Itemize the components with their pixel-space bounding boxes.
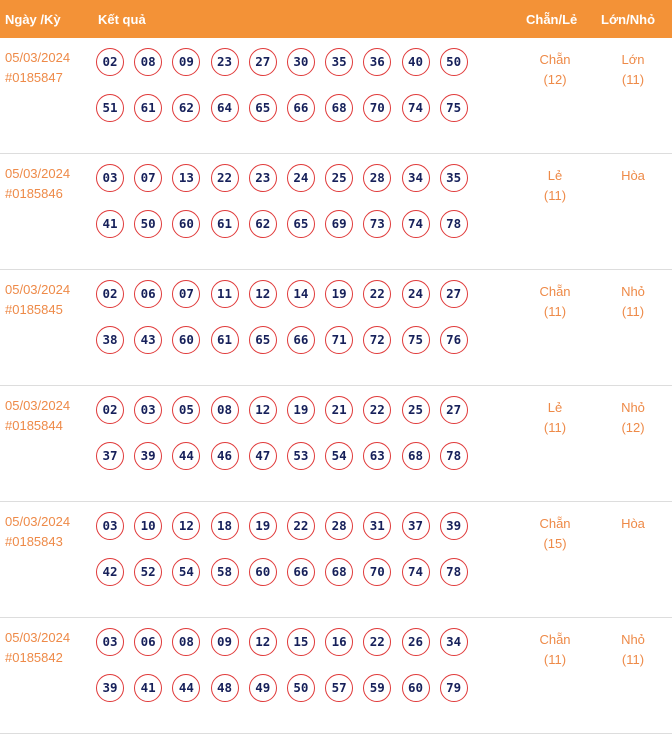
number-ball: 68 [402, 442, 430, 470]
even-odd-count: (11) [543, 188, 567, 203]
number-ball: 31 [363, 512, 391, 540]
draw-row [0, 386, 672, 502]
date-column-header: Ngày /Kỳ [5, 12, 61, 27]
number-ball: 37 [96, 442, 124, 470]
results-table-header [0, 0, 672, 38]
number-ball: 71 [325, 326, 353, 354]
even-odd-count: (11) [543, 420, 567, 435]
number-ball: 35 [440, 164, 468, 192]
number-ball: 39 [96, 674, 124, 702]
number-ball: 70 [363, 558, 391, 586]
number-ball: 75 [440, 94, 468, 122]
number-ball: 02 [96, 396, 124, 424]
number-ball: 28 [363, 164, 391, 192]
draw-row [0, 618, 672, 734]
number-ball: 37 [402, 512, 430, 540]
number-ball: 74 [402, 558, 430, 586]
number-ball: 03 [134, 396, 162, 424]
number-ball: 09 [211, 628, 239, 656]
number-ball: 75 [402, 326, 430, 354]
number-ball: 48 [211, 674, 239, 702]
big-small-result [603, 514, 663, 534]
big-small-column-header: Lớn/Nhỏ [601, 12, 656, 27]
number-ball: 60 [172, 326, 200, 354]
even-odd-label: Chẵn [539, 632, 571, 647]
number-ball: 57 [325, 674, 353, 702]
number-ball: 26 [402, 628, 430, 656]
number-ball: 34 [440, 628, 468, 656]
big-small-label: Hòa [621, 168, 645, 183]
even-odd-count: (11) [543, 304, 567, 319]
big-small-count: (11) [621, 652, 645, 667]
number-ball: 08 [211, 396, 239, 424]
number-ball: 74 [402, 94, 430, 122]
number-ball: 27 [440, 396, 468, 424]
number-ball: 14 [287, 280, 315, 308]
big-small-label: Nhỏ [621, 632, 645, 647]
even-odd-count: (15) [543, 536, 567, 551]
draw-row [0, 270, 672, 386]
number-balls [96, 280, 476, 372]
number-ball: 46 [211, 442, 239, 470]
number-ball: 06 [134, 628, 162, 656]
number-ball: 23 [211, 48, 239, 76]
number-ball: 07 [134, 164, 162, 192]
draw-period: #0185844 [5, 418, 63, 433]
number-ball: 16 [325, 628, 353, 656]
even-odd-result [525, 166, 585, 206]
number-ball: 60 [249, 558, 277, 586]
number-ball: 61 [134, 94, 162, 122]
number-ball: 61 [211, 326, 239, 354]
big-small-result [603, 282, 663, 322]
draw-date: 05/03/2024 [5, 630, 71, 645]
number-ball: 60 [172, 210, 200, 238]
number-ball: 64 [211, 94, 239, 122]
number-ball: 40 [402, 48, 430, 76]
draw-row [0, 502, 672, 618]
results-list [0, 38, 672, 734]
number-ball: 76 [440, 326, 468, 354]
number-ball: 24 [287, 164, 315, 192]
number-ball: 61 [211, 210, 239, 238]
even-odd-result [525, 630, 585, 670]
number-ball: 70 [363, 94, 391, 122]
number-ball: 66 [287, 94, 315, 122]
even-odd-label: Chẵn [539, 284, 571, 299]
number-ball: 44 [172, 442, 200, 470]
number-ball: 65 [249, 94, 277, 122]
number-ball: 03 [96, 628, 124, 656]
number-ball: 02 [96, 48, 124, 76]
number-ball: 39 [134, 442, 162, 470]
number-ball: 68 [325, 558, 353, 586]
even-odd-column-header: Chẵn/Lẻ [526, 12, 578, 27]
even-odd-label: Chẵn [539, 516, 571, 531]
number-ball: 30 [287, 48, 315, 76]
number-ball: 50 [287, 674, 315, 702]
number-ball: 05 [172, 396, 200, 424]
number-ball: 12 [172, 512, 200, 540]
even-odd-count: (12) [543, 72, 567, 87]
draw-date: 05/03/2024 [5, 514, 71, 529]
number-ball: 50 [134, 210, 162, 238]
number-ball: 27 [249, 48, 277, 76]
number-ball: 54 [172, 558, 200, 586]
number-ball: 12 [249, 628, 277, 656]
number-ball: 38 [96, 326, 124, 354]
number-ball: 54 [325, 442, 353, 470]
number-ball: 66 [287, 558, 315, 586]
even-odd-result [525, 514, 585, 554]
number-ball: 66 [287, 326, 315, 354]
number-ball: 63 [363, 442, 391, 470]
number-ball: 72 [363, 326, 391, 354]
number-ball: 78 [440, 210, 468, 238]
number-balls [96, 164, 476, 256]
number-ball: 12 [249, 396, 277, 424]
draw-row [0, 154, 672, 270]
draw-period: #0185846 [5, 186, 63, 201]
number-ball: 58 [211, 558, 239, 586]
draw-period: #0185842 [5, 650, 63, 665]
number-ball: 62 [172, 94, 200, 122]
big-small-label: Nhỏ [621, 400, 645, 415]
number-balls [96, 512, 476, 604]
number-ball: 02 [96, 280, 124, 308]
number-balls [96, 48, 476, 140]
big-small-label: Hòa [621, 516, 645, 531]
number-ball: 03 [96, 512, 124, 540]
number-ball: 59 [363, 674, 391, 702]
number-ball: 22 [287, 512, 315, 540]
even-odd-result [525, 50, 585, 90]
number-ball: 51 [96, 94, 124, 122]
number-ball: 03 [96, 164, 124, 192]
big-small-result [603, 398, 663, 438]
draw-period: #0185847 [5, 70, 63, 85]
number-ball: 41 [96, 210, 124, 238]
even-odd-label: Chẵn [539, 52, 571, 67]
number-ball: 69 [325, 210, 353, 238]
number-ball: 47 [249, 442, 277, 470]
number-ball: 11 [211, 280, 239, 308]
number-ball: 10 [134, 512, 162, 540]
number-ball: 25 [402, 396, 430, 424]
number-ball: 34 [402, 164, 430, 192]
number-ball: 65 [287, 210, 315, 238]
result-column-header: Kết quả [98, 12, 146, 27]
number-ball: 49 [249, 674, 277, 702]
big-small-count: (11) [621, 304, 645, 319]
number-ball: 73 [363, 210, 391, 238]
number-balls [96, 628, 476, 720]
draw-row [0, 38, 672, 154]
big-small-result [603, 166, 663, 186]
number-ball: 44 [172, 674, 200, 702]
number-ball: 78 [440, 442, 468, 470]
big-small-result [603, 50, 663, 90]
number-ball: 22 [211, 164, 239, 192]
draw-date: 05/03/2024 [5, 398, 71, 413]
number-ball: 53 [287, 442, 315, 470]
number-ball: 19 [249, 512, 277, 540]
number-ball: 28 [325, 512, 353, 540]
number-ball: 06 [134, 280, 162, 308]
number-ball: 19 [325, 280, 353, 308]
number-ball: 22 [363, 280, 391, 308]
draw-date: 05/03/2024 [5, 166, 71, 181]
draw-period: #0185843 [5, 534, 63, 549]
number-ball: 39 [440, 512, 468, 540]
number-ball: 19 [287, 396, 315, 424]
number-ball: 42 [96, 558, 124, 586]
big-small-label: Nhỏ [621, 284, 645, 299]
number-ball: 68 [325, 94, 353, 122]
draw-date: 05/03/2024 [5, 282, 71, 297]
number-ball: 50 [440, 48, 468, 76]
number-ball: 09 [172, 48, 200, 76]
number-ball: 23 [249, 164, 277, 192]
big-small-count: (12) [621, 420, 645, 435]
number-ball: 25 [325, 164, 353, 192]
big-small-result [603, 630, 663, 670]
number-ball: 52 [134, 558, 162, 586]
big-small-label: Lớn [621, 52, 645, 67]
number-ball: 18 [211, 512, 239, 540]
number-ball: 22 [363, 396, 391, 424]
number-ball: 15 [287, 628, 315, 656]
draw-period: #0185845 [5, 302, 63, 317]
number-ball: 65 [249, 326, 277, 354]
number-ball: 74 [402, 210, 430, 238]
number-balls [96, 396, 476, 488]
number-ball: 21 [325, 396, 353, 424]
draw-date: 05/03/2024 [5, 50, 71, 65]
number-ball: 43 [134, 326, 162, 354]
number-ball: 60 [402, 674, 430, 702]
number-ball: 24 [402, 280, 430, 308]
even-odd-result [525, 398, 585, 438]
number-ball: 12 [249, 280, 277, 308]
number-ball: 35 [325, 48, 353, 76]
number-ball: 36 [363, 48, 391, 76]
number-ball: 08 [134, 48, 162, 76]
number-ball: 27 [440, 280, 468, 308]
even-odd-count: (11) [543, 652, 567, 667]
number-ball: 78 [440, 558, 468, 586]
even-odd-label: Lẻ [547, 168, 563, 183]
number-ball: 62 [249, 210, 277, 238]
even-odd-label: Lẻ [547, 400, 563, 415]
number-ball: 07 [172, 280, 200, 308]
number-ball: 13 [172, 164, 200, 192]
number-ball: 79 [440, 674, 468, 702]
even-odd-result [525, 282, 585, 322]
big-small-count: (11) [621, 72, 645, 87]
number-ball: 22 [363, 628, 391, 656]
number-ball: 08 [172, 628, 200, 656]
number-ball: 41 [134, 674, 162, 702]
